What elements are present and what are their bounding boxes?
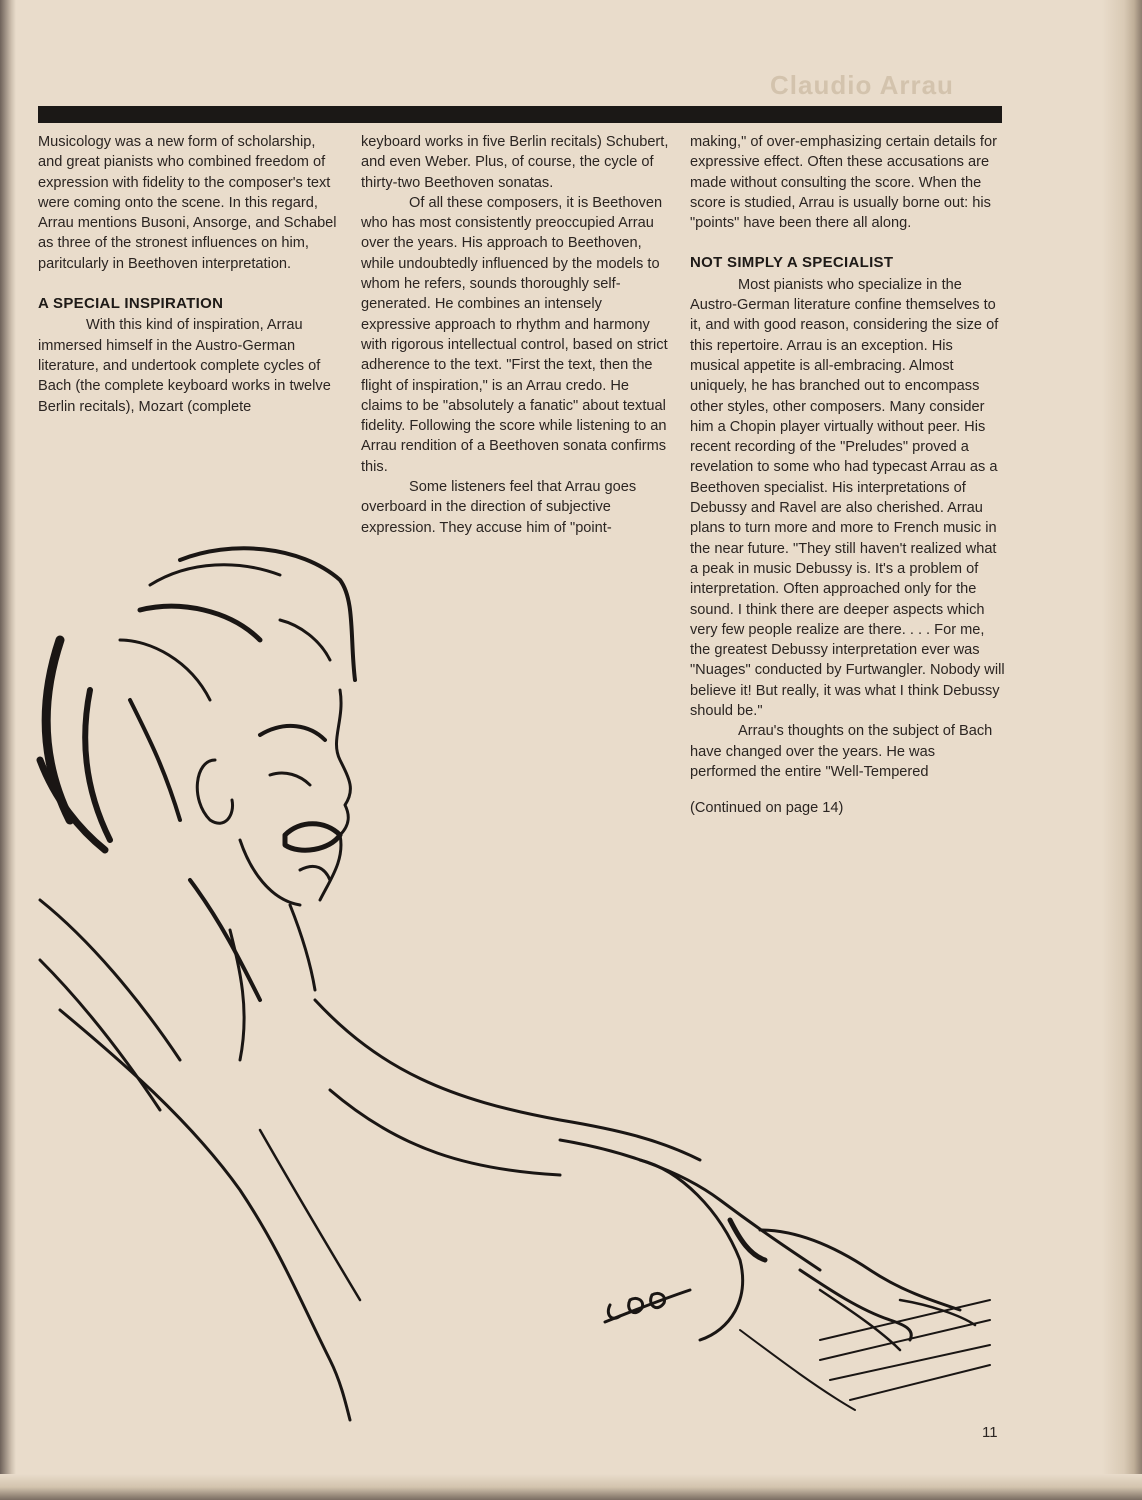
paragraph: keyboard works in five Berlin recitals) Schubert, and even Weber. Plus, of course, the cycle of thirty-two Beethoven sonatas. [361, 134, 669, 191]
paragraph: Musicology was a new form of scholarship, and great pianists who combined freedom of expression with fidelity to the composer's text were coming onto the scene. In this regard, Arrau mentions Busoni, Ansorge, and Schabel as three of the stronest influences on him, paritcularly in Beethoven interpretation. [38, 134, 337, 272]
page-number: 11 [982, 1424, 998, 1441]
section-heading: A SPECIAL INSPIRATION [38, 295, 224, 313]
show-through-header: Claudio Arrau [770, 70, 954, 100]
continued-note: (Continued on page 14) [690, 800, 844, 817]
paragraph: Some listeners feel that Arrau goes overboard in the direction of subjective expression. They accuse him of "point- [361, 479, 637, 536]
section-heading: NOT SIMPLY A SPECIALIST [690, 254, 894, 272]
paragraph: With this kind of inspiration, Arrau immersed himself in the Austro-German literature, and undertook complete cycles of Bach (the complete keyboard works in twelve Berlin recitals), Mozart (complete [38, 317, 331, 415]
paragraph: Of all these composers, it is Beethoven who has most consistently preoccupied Arrau over the years. His approach to Beethoven, while undoubtedly influenced by the models to whom he refers, sounds thoroughly self-generated. He combines an intensely expressive approach to rhythm and harmony with rigorous intellectual control, based on strict adherence to the text. "First the text, then the flight of inspiration," is an Arrau credo. He claims to be "absolutely a fanatic" about textual fidelity. Following the score while listening to an Arrau rendition of a Beethoven sonata confirms this. [361, 194, 668, 475]
paragraph: Arrau's thoughts on the subject of Bach have changed over the years. He was performed the entire "Well-Tempered [690, 723, 993, 780]
paragraph: Most pianists who specialize in the Austro-German literature confine themselves to it, and with good reason, considering the size of this repertoire. Arrau is an exception. His musical appetite is all-embracing. Almost uniquely, he has branched out to encompass other styles, other composers. Many consider him a Chopin player virtually without peer. His recent recording of the "Preludes" proved a revelation to some who had typecast Arrau as a Beethoven specialist. His interpretations of Debussy and Ravel are also cherished. Arrau plans to turn more and more to French music in the near future. "They still haven't realized what a peak in music Debussy is. It's a problem of interpretation. Often approached only for the sound. I think there are deeper aspects which very few people realize are there. . . . For me, the greatest Debussy interpretation ever was "Nuages" conducted by Furtwangler. Nobody will believe it! But really, it was what I think Debussy should be." [690, 276, 1005, 720]
paragraph: making," of over-emphasizing certain details for expressive effect. Often these accusations are made without consulting the score. When the score is studied, Arrau is usually borne out: his "points" have been there all along. [690, 134, 997, 232]
